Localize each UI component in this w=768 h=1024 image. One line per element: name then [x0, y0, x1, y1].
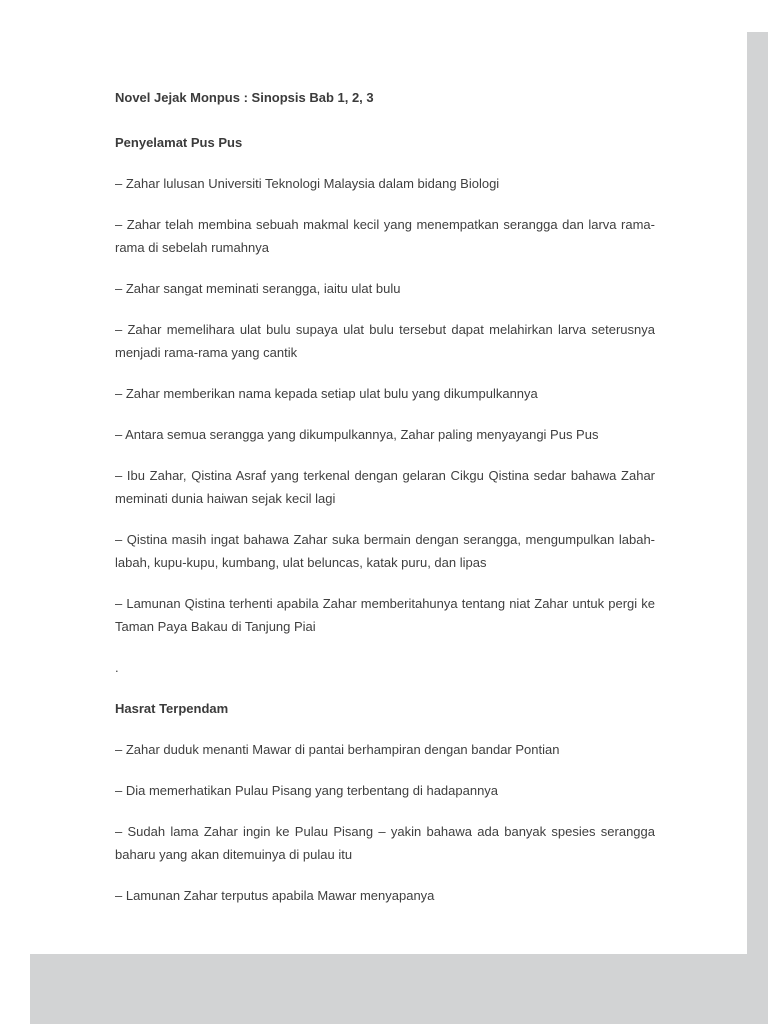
synopsis-point: – Dia memerhatikan Pulau Pisang yang terbentang di hadapannya — [115, 783, 499, 798]
synopsis-point: – Zahar duduk menanti Mawar di pantai berhampiran dengan bandar Pontian — [115, 742, 560, 757]
synopsis-point: – Zahar lulusan Universiti Teknologi Malaysia dalam bidang Biologi — [115, 176, 500, 191]
synopsis-point: – Qistina masih ingat bahawa Zahar suka bermain dengan serangga, mengumpulkan labah-labah, kupu-kupu, kumbang, ulat beluncas, katak puru, dan lipas — [115, 532, 655, 570]
page-edge-fragment-bottom — [0, 954, 30, 1024]
separator-dot: . — [115, 660, 119, 675]
section-2-heading: Hasrat Terpendam — [115, 701, 229, 716]
page-edge-fragment-top — [747, 0, 768, 32]
document-title: Novel Jejak Monpus : Sinopsis Bab 1, 2, 3 — [115, 90, 374, 105]
synopsis-point: – Zahar sangat meminati serangga, iaitu ulat bulu — [115, 281, 401, 296]
section-1-heading: Penyelamat Pus Pus — [115, 135, 243, 150]
synopsis-point: – Zahar telah membina sebuah makmal kecil yang menempatkan serangga dan larva rama-rama di sebelah rumahnya — [115, 217, 655, 255]
synopsis-point: – Sudah lama Zahar ingin ke Pulau Pisang – yakin bahawa ada banyak spesies serangga baharu yang akan ditemuinya di pulau itu — [115, 824, 655, 862]
synopsis-point: – Ibu Zahar, Qistina Asraf yang terkenal dengan gelaran Cikgu Qistina sedar bahawa Zahar meminati dunia haiwan sejak kecil lagi — [115, 468, 655, 506]
synopsis-point: – Lamunan Qistina terhenti apabila Zahar memberitahunya tentang niat Zahar untuk pergi ke Taman Paya Bakau di Tanjung Piai — [115, 596, 655, 634]
synopsis-point: – Zahar memberikan nama kepada setiap ulat bulu yang dikumpulkannya — [115, 386, 538, 401]
synopsis-point: – Antara semua serangga yang dikumpulkannya, Zahar paling menyayangi Pus Pus — [115, 427, 599, 442]
document-content — [115, 86, 655, 925]
synopsis-point: – Zahar memelihara ulat bulu supaya ulat bulu tersebut dapat melahirkan larva seterusnya menjadi rama-rama yang cantik — [115, 322, 655, 360]
synopsis-point: – Lamunan Zahar terputus apabila Mawar menyapanya — [115, 888, 435, 903]
